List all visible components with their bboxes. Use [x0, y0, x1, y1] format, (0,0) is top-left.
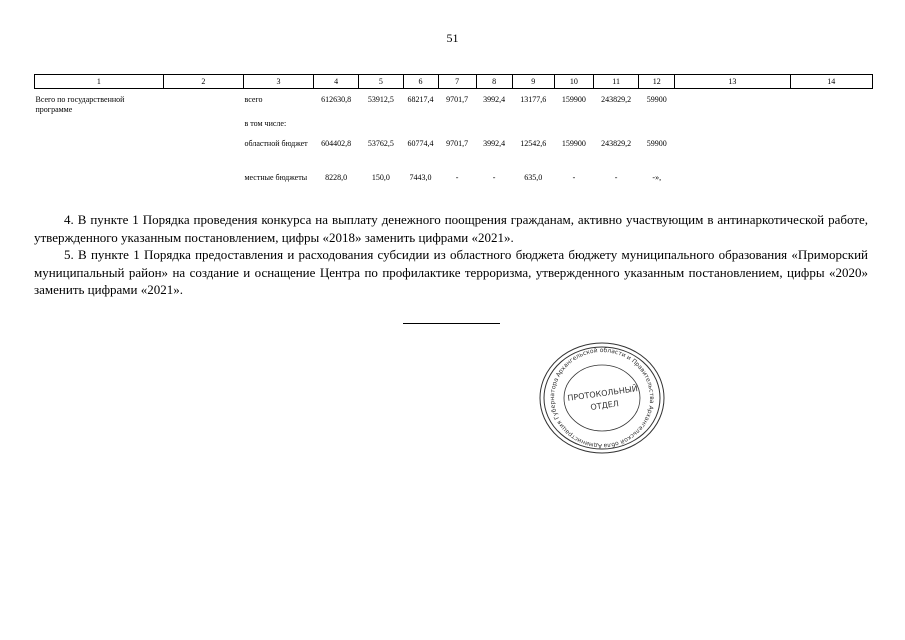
table-cell: всего [244, 95, 263, 104]
table-cell [313, 115, 358, 137]
table-row [35, 89, 873, 116]
column-header: 4 [313, 75, 358, 89]
table-cell: - [614, 173, 618, 182]
seal-outer-text: Администрация Губернатора Архангельской области и Правительства Архангельской обла [549, 346, 656, 450]
table-row [35, 173, 873, 199]
column-header: 6 [403, 75, 438, 89]
table-cell: 159900 [561, 95, 586, 104]
table-cell: 9701,7 [446, 95, 469, 104]
table-cell: 604402,8 [321, 139, 352, 148]
table-cell: 53762,5 [367, 139, 394, 148]
table-cell [35, 137, 164, 173]
table-cell: 7443,0 [409, 173, 432, 182]
table-cell: 150,0 [371, 173, 390, 182]
table-cell: 8228,0 [325, 173, 348, 182]
table-cell [35, 115, 164, 137]
table-cell: Всего по государственной программе [35, 95, 125, 114]
column-header: 7 [438, 75, 476, 89]
table-cell [163, 173, 243, 199]
table-cell [359, 115, 403, 137]
table-cell [512, 115, 554, 137]
column-header: 10 [554, 75, 593, 89]
column-header: 3 [243, 75, 313, 89]
column-header: 14 [790, 75, 872, 89]
table-cell: -», [652, 173, 662, 182]
table-row [35, 115, 873, 137]
table-cell [790, 137, 872, 173]
table-cell [163, 89, 243, 116]
table-cell [403, 115, 438, 137]
column-header: 2 [163, 75, 243, 89]
table-cell [438, 115, 476, 137]
table-cell: 59900 [646, 139, 667, 148]
seal-center-line2: ОТДЕЛ [589, 399, 620, 412]
paragraph-5-text: 5. В пункте 1 Порядка предоставления и расходования субсидии из областного бюджета бюджету муниципального образования «Приморский муниципальный район» на создание и оснащение Центра по профилактике терроризма, утвержденного указанным постановлением, цифры «2020» заменить цифрами «2021». [34, 247, 868, 297]
table-cell [790, 89, 872, 116]
table-cell: 12542,6 [520, 139, 547, 148]
budget-table [34, 74, 873, 199]
column-header: 5 [359, 75, 403, 89]
table-cell [675, 89, 790, 116]
table-cell: - [572, 173, 576, 182]
seal-center-line1: ПРОТОКОЛЬНЫЙ [566, 384, 639, 403]
table-cell: 68217,4 [407, 95, 434, 104]
table-cell: 3992,4 [483, 139, 506, 148]
column-header: 13 [675, 75, 790, 89]
table-cell [554, 115, 593, 137]
table-cell [639, 115, 675, 137]
paragraph-4 [34, 211, 868, 246]
column-header: 9 [512, 75, 554, 89]
table-cell: 53912,5 [367, 95, 394, 104]
table-cell [35, 173, 164, 199]
table-header-row [35, 75, 873, 89]
closing-divider [403, 323, 500, 324]
paragraph-5 [34, 246, 868, 299]
table-cell: - [492, 173, 496, 182]
table-cell: в том числе: [244, 119, 287, 128]
table-cell: 159900 [561, 139, 586, 148]
table-cell: 243829,2 [601, 139, 632, 148]
table-cell: - [455, 173, 459, 182]
official-seal-stamp [537, 340, 667, 455]
table-row [35, 137, 873, 173]
table-cell [163, 115, 243, 137]
table-cell: 9701,7 [446, 139, 469, 148]
table-cell: 243829,2 [601, 95, 632, 104]
table-cell [790, 173, 872, 199]
table-cell [675, 173, 790, 199]
table-cell: 3992,4 [483, 95, 506, 104]
column-header: 12 [639, 75, 675, 89]
table-cell: 13177,6 [520, 95, 547, 104]
table-cell [163, 137, 243, 173]
table-cell [476, 115, 512, 137]
page-number: 51 [446, 31, 459, 45]
table-cell: 59900 [646, 95, 667, 104]
table-cell [593, 115, 638, 137]
table-cell [790, 115, 872, 137]
table-cell: 635,0 [524, 173, 543, 182]
table-cell [675, 137, 790, 173]
table-cell: областной бюджет [244, 139, 308, 148]
table-cell: 60774,4 [407, 139, 434, 148]
column-header: 11 [593, 75, 638, 89]
paragraph-4-text: 4. В пункте 1 Порядка проведения конкурса на выплату денежного поощрения гражданам, активно участвующим в антинаркотической работе, утвержденного указанным постановлением, цифры «2018» заменить цифрами «2021». [34, 212, 868, 245]
table-cell [675, 115, 790, 137]
table-cell: 612630,8 [321, 95, 352, 104]
column-header: 8 [476, 75, 512, 89]
table-cell: местные бюджеты [244, 173, 308, 182]
column-header: 1 [35, 75, 164, 89]
